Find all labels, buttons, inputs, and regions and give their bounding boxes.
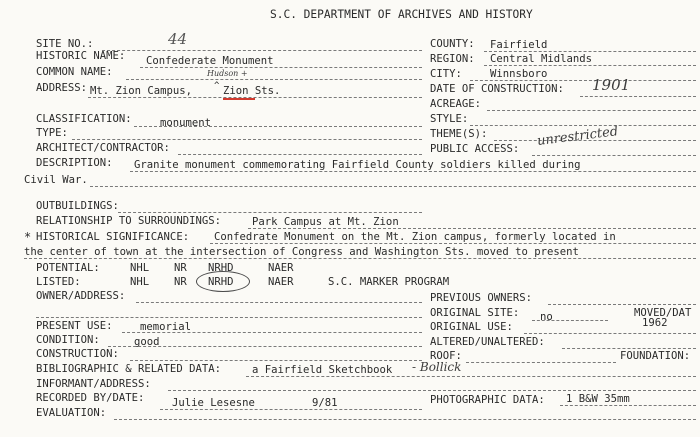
date-of-construction-value: 1901 [592,76,631,94]
listed-label: LISTED: [36,276,81,288]
city-line [470,80,696,81]
original-site-line [532,320,608,321]
potential-nrhd: NRHD [208,262,234,274]
description-rule1 [130,171,696,172]
common-name-label: COMMON NAME: [36,66,113,78]
region-value: Central Midlands [490,53,593,65]
potential-nr: NR [174,262,187,274]
condition-value: good [134,336,160,348]
address-label: ADDRESS: [36,82,88,94]
evaluation-line [114,419,696,420]
recorded-date-value: 9/81 [312,397,338,409]
historical-significance-label: HISTORICAL SIGNIFICANCE: [36,231,190,243]
owner-line1 [136,302,422,303]
moved-date-value: 1962 [642,317,668,329]
description-line1: Granite monument commemorating Fairfield County soldiers killed during [134,159,581,171]
region-line [484,65,696,66]
bibliographic-line [246,376,696,377]
potential-nhl: NHL [130,262,150,274]
acreage-line [487,110,696,111]
address-prefix: Mt. Zion Campus, [90,85,193,97]
style-line [470,125,696,126]
listed-nrhd: NRHD [208,276,234,288]
date-of-construction-label: DATE OF CONSTRUCTION: [430,83,564,95]
city-value: Winnsboro [490,68,548,80]
outbuildings-line [118,212,422,213]
historic-name-value: Confederate Monument [146,55,274,67]
address-insert: Hudson + [207,69,248,78]
architect-line [178,154,422,155]
original-use-label: ORIGINAL USE: [430,321,513,333]
bibliographic-hand-note: - Bollick [412,360,462,374]
type-line [72,139,422,140]
city-label: CITY: [430,68,462,80]
classification-value: monument [160,117,212,129]
classification-line [134,126,422,127]
foundation-label: FOUNDATION: [620,350,691,362]
recorded-by-value: Julie Lesesne [172,397,255,409]
owner-address-label: OWNER/ADDRESS: [36,290,126,302]
roof-line [466,362,616,363]
original-site-label: ORIGINAL SITE: [430,307,520,319]
previous-owners-label: PREVIOUS OWNERS: [430,292,533,304]
potential-naer: NAER [268,262,294,274]
altered-label: ALTERED/UNALTERED: [430,336,545,348]
listed-naer: NAER [268,276,294,288]
bibliographic-label: BIBLIOGRAPHIC & RELATED DATA: [36,363,221,375]
recorded-by-line [160,409,422,410]
potential-label: POTENTIAL: [36,262,100,274]
common-name-line [126,79,422,80]
public-access-value: unrestricted [536,124,619,149]
condition-line [108,346,422,347]
original-site-value: no [540,311,553,323]
condition-label: CONDITION: [36,334,100,346]
themes-label: THEME(S): [430,128,488,140]
architect-label: ARCHITECT/CONTRACTOR: [36,142,170,154]
present-use-value: memorial [140,321,192,333]
present-use-line [122,332,422,333]
sc-marker-program: S.C. MARKER PROGRAM [328,276,450,288]
date-line [580,96,696,97]
style-label: STYLE: [430,113,469,125]
description-line2: Civil War. [24,174,88,186]
site-no-line [102,50,422,51]
construction-label: CONSTRUCTION: [36,348,119,360]
description-rule2 [90,186,696,187]
informant-line [168,390,696,391]
county-line [484,51,696,52]
site-no-label: SITE NO.: [36,38,94,50]
site-no-value: 44 [168,30,188,48]
photographic-data-label: PHOTOGRAPHIC DATA: [430,394,545,406]
bibliographic-value: a Fairfield Sketchbook [252,364,393,376]
significance-line2: the center of town at the intersection of Congress and Washington Sts. moved to present [24,246,579,258]
informant-label: INFORMANT/ADDRESS: [36,378,151,390]
recorded-by-label: RECORDED BY/DATE: [36,392,145,404]
relationship-label: RELATIONSHIP TO SURROUNDINGS: [36,215,221,227]
significance-line1: Confedrate Monument on the Mt. Zion campus, formerly located in [214,231,616,243]
public-access-line [532,155,696,156]
relationship-value: Park Campus at Mt. Zion [252,216,399,228]
address-line [88,97,422,98]
moved-date-label: MOVED/DAT [634,307,692,319]
evaluation-label: EVALUATION: [36,407,107,419]
previous-owners-line [548,304,696,305]
relationship-line [248,228,696,229]
significance-rule2 [24,258,696,259]
county-label: COUNTY: [430,38,475,50]
county-value: Fairfield [490,39,548,51]
listed-nrhd-circle-mark [196,271,250,292]
owner-line2 [36,317,422,318]
classification-label: CLASSIFICATION: [36,113,132,125]
original-use-line [524,333,696,334]
address-street: Zion Sts. [223,85,281,97]
address-underline-mark [223,98,255,100]
outbuildings-label: OUTBUILDINGS: [36,200,119,212]
altered-line [562,348,696,349]
description-label: DESCRIPTION: [36,157,113,169]
construction-line [130,360,422,361]
address-caret: ^ [214,81,220,91]
page-title: S.C. DEPARTMENT OF ARCHIVES AND HISTORY [270,8,533,21]
listed-nr: NR [174,276,187,288]
photographic-data-line [560,405,696,406]
significance-asterisk: * [24,230,32,244]
historic-name-line [140,67,422,68]
significance-rule1 [210,243,696,244]
roof-label: ROOF: [430,350,462,362]
photographic-data-value: 1 B&W 35mm [566,393,630,405]
listed-nhl: NHL [130,276,150,288]
present-use-label: PRESENT USE: [36,320,113,332]
historic-name-label: HISTORIC NAME: [36,50,126,62]
region-label: REGION: [430,53,475,65]
acreage-label: ACREAGE: [430,98,482,110]
public-access-label: PUBLIC ACCESS: [430,143,520,155]
type-label: TYPE: [36,127,68,139]
